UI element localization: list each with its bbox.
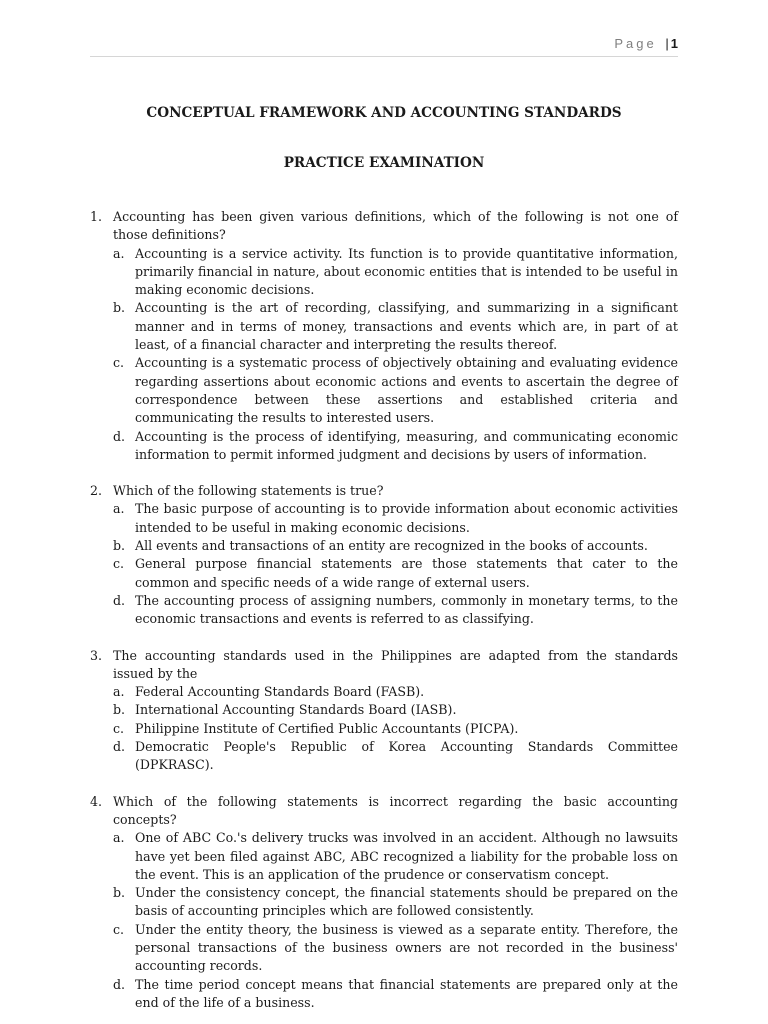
question-text: Which of the following statements is true? <box>113 483 384 499</box>
document-title: CONCEPTUAL FRAMEWORK AND ACCOUNTING STANDARDS <box>146 105 622 121</box>
question-number: 4. <box>90 793 103 809</box>
option-letter: d. <box>113 976 126 992</box>
option-letter: b. <box>113 538 126 554</box>
option-item <box>113 555 678 592</box>
option-letter: b. <box>113 885 126 901</box>
document-subtitle: PRACTICE EXAMINATION <box>283 155 485 171</box>
option-letter: c. <box>113 556 125 572</box>
option-list <box>113 829 678 1012</box>
option-item <box>113 245 678 300</box>
option-item <box>113 537 678 555</box>
option-text: Under the entity theory, the business is viewed as a separate entity. Therefore, the personal transactions of the business owners are not recorded in the business' accounting records. <box>135 921 678 974</box>
option-text: Democratic People's Republic of Korea Accounting Standards Committee (DPKRASC). <box>135 739 678 773</box>
option-item <box>113 683 678 701</box>
question-text: The accounting standards used in the Philippines are adapted from the standards issued by the <box>113 647 678 681</box>
question-number: 2. <box>90 483 103 499</box>
option-text: Accounting is the process of identifying, measuring, and communicating economic information to permit informed judgment and decisions by users of information. <box>135 428 678 462</box>
option-letter: b. <box>113 702 126 718</box>
option-text: Accounting is a service activity. Its function is to provide quantitative information, primarily financial in nature, about economic entities that is intended to be useful in making economic decisions. <box>135 245 678 298</box>
option-text: The time period concept means that financial statements are prepared only at the end of the life of a business. <box>135 976 678 1010</box>
option-letter: a. <box>113 245 125 261</box>
option-text: Accounting is the art of recording, classifying, and summarizing in a significant manner and in terms of money, transactions and events which are, in part of at least, of a financial character and interpreting the results thereof. <box>135 300 678 353</box>
option-letter: b. <box>113 300 126 316</box>
question-number: 1. <box>90 209 103 224</box>
option-letter: c. <box>113 355 125 371</box>
option-item <box>113 720 678 738</box>
option-text: The basic purpose of accounting is to provide information about economic activities intended to be useful in making economic decisions. <box>135 501 678 535</box>
option-item <box>113 592 678 629</box>
page-number-label: Page | 1 <box>614 36 678 51</box>
question-text: Accounting has been given various definitions, which of the following is not one of those definitions? <box>113 209 678 243</box>
option-item <box>113 738 678 775</box>
option-letter: d. <box>113 739 126 755</box>
option-letter: a. <box>113 501 125 517</box>
page-label-text: Page <box>614 36 657 51</box>
option-letter: d. <box>113 592 126 608</box>
option-text: International Accounting Standards Board (IASB). <box>135 702 457 718</box>
option-text: One of ABC Co.'s delivery trucks was involved in an accident. Although no lawsuits have yet been filed against ABC, ABC recognized a liability for the probable loss on the event. This is an application of the prudence or conservatism concept. <box>135 830 678 882</box>
option-list <box>113 683 678 774</box>
option-text: Accounting is a systematic process of objectively obtaining and evaluating evidence regarding assertions about economic actions and events to ascertain the degree of correspondence between these assertions and established criteria and communicating the results to interested users. <box>135 355 678 426</box>
question-list <box>90 208 678 1012</box>
option-letter: c. <box>113 720 125 736</box>
option-item <box>113 701 678 719</box>
question-2 <box>90 482 678 628</box>
option-item <box>113 428 678 465</box>
option-letter: a. <box>113 684 125 700</box>
option-text: The accounting process of assigning numbers, commonly in monetary terms, to the economic transactions and events is referred to as classifying. <box>135 592 678 627</box>
option-letter: d. <box>113 428 126 444</box>
option-item <box>113 921 678 976</box>
option-text: Under the consistency concept, the financial statements should be prepared on the basis of accounting principles which are followed consistently. <box>135 885 678 919</box>
option-letter: a. <box>113 830 125 846</box>
option-item <box>113 884 678 921</box>
option-text: All events and transactions of an entity are recognized in the books of accounts. <box>135 538 648 554</box>
option-item <box>113 829 678 884</box>
option-text: Federal Accounting Standards Board (FASB). <box>135 684 425 700</box>
option-text: Philippine Institute of Certified Public Accountants (PICPA). <box>135 720 519 736</box>
option-text: General purpose financial statements are those statements that cater to the common and specific needs of a wide range of external users. <box>135 556 678 590</box>
option-list <box>113 500 678 628</box>
page-number-value: 1 <box>670 36 678 51</box>
page-header <box>90 36 678 57</box>
question-1 <box>90 208 678 464</box>
question-text: Which of the following statements is incorrect regarding the basic accounting concepts? <box>113 793 678 827</box>
option-list <box>113 245 678 465</box>
question-number: 3. <box>90 647 103 663</box>
option-item <box>113 354 678 427</box>
question-4 <box>90 793 678 1013</box>
option-item <box>113 299 678 354</box>
option-item <box>113 976 678 1013</box>
question-3 <box>90 647 678 775</box>
option-item <box>113 500 678 537</box>
option-letter: c. <box>113 921 125 937</box>
